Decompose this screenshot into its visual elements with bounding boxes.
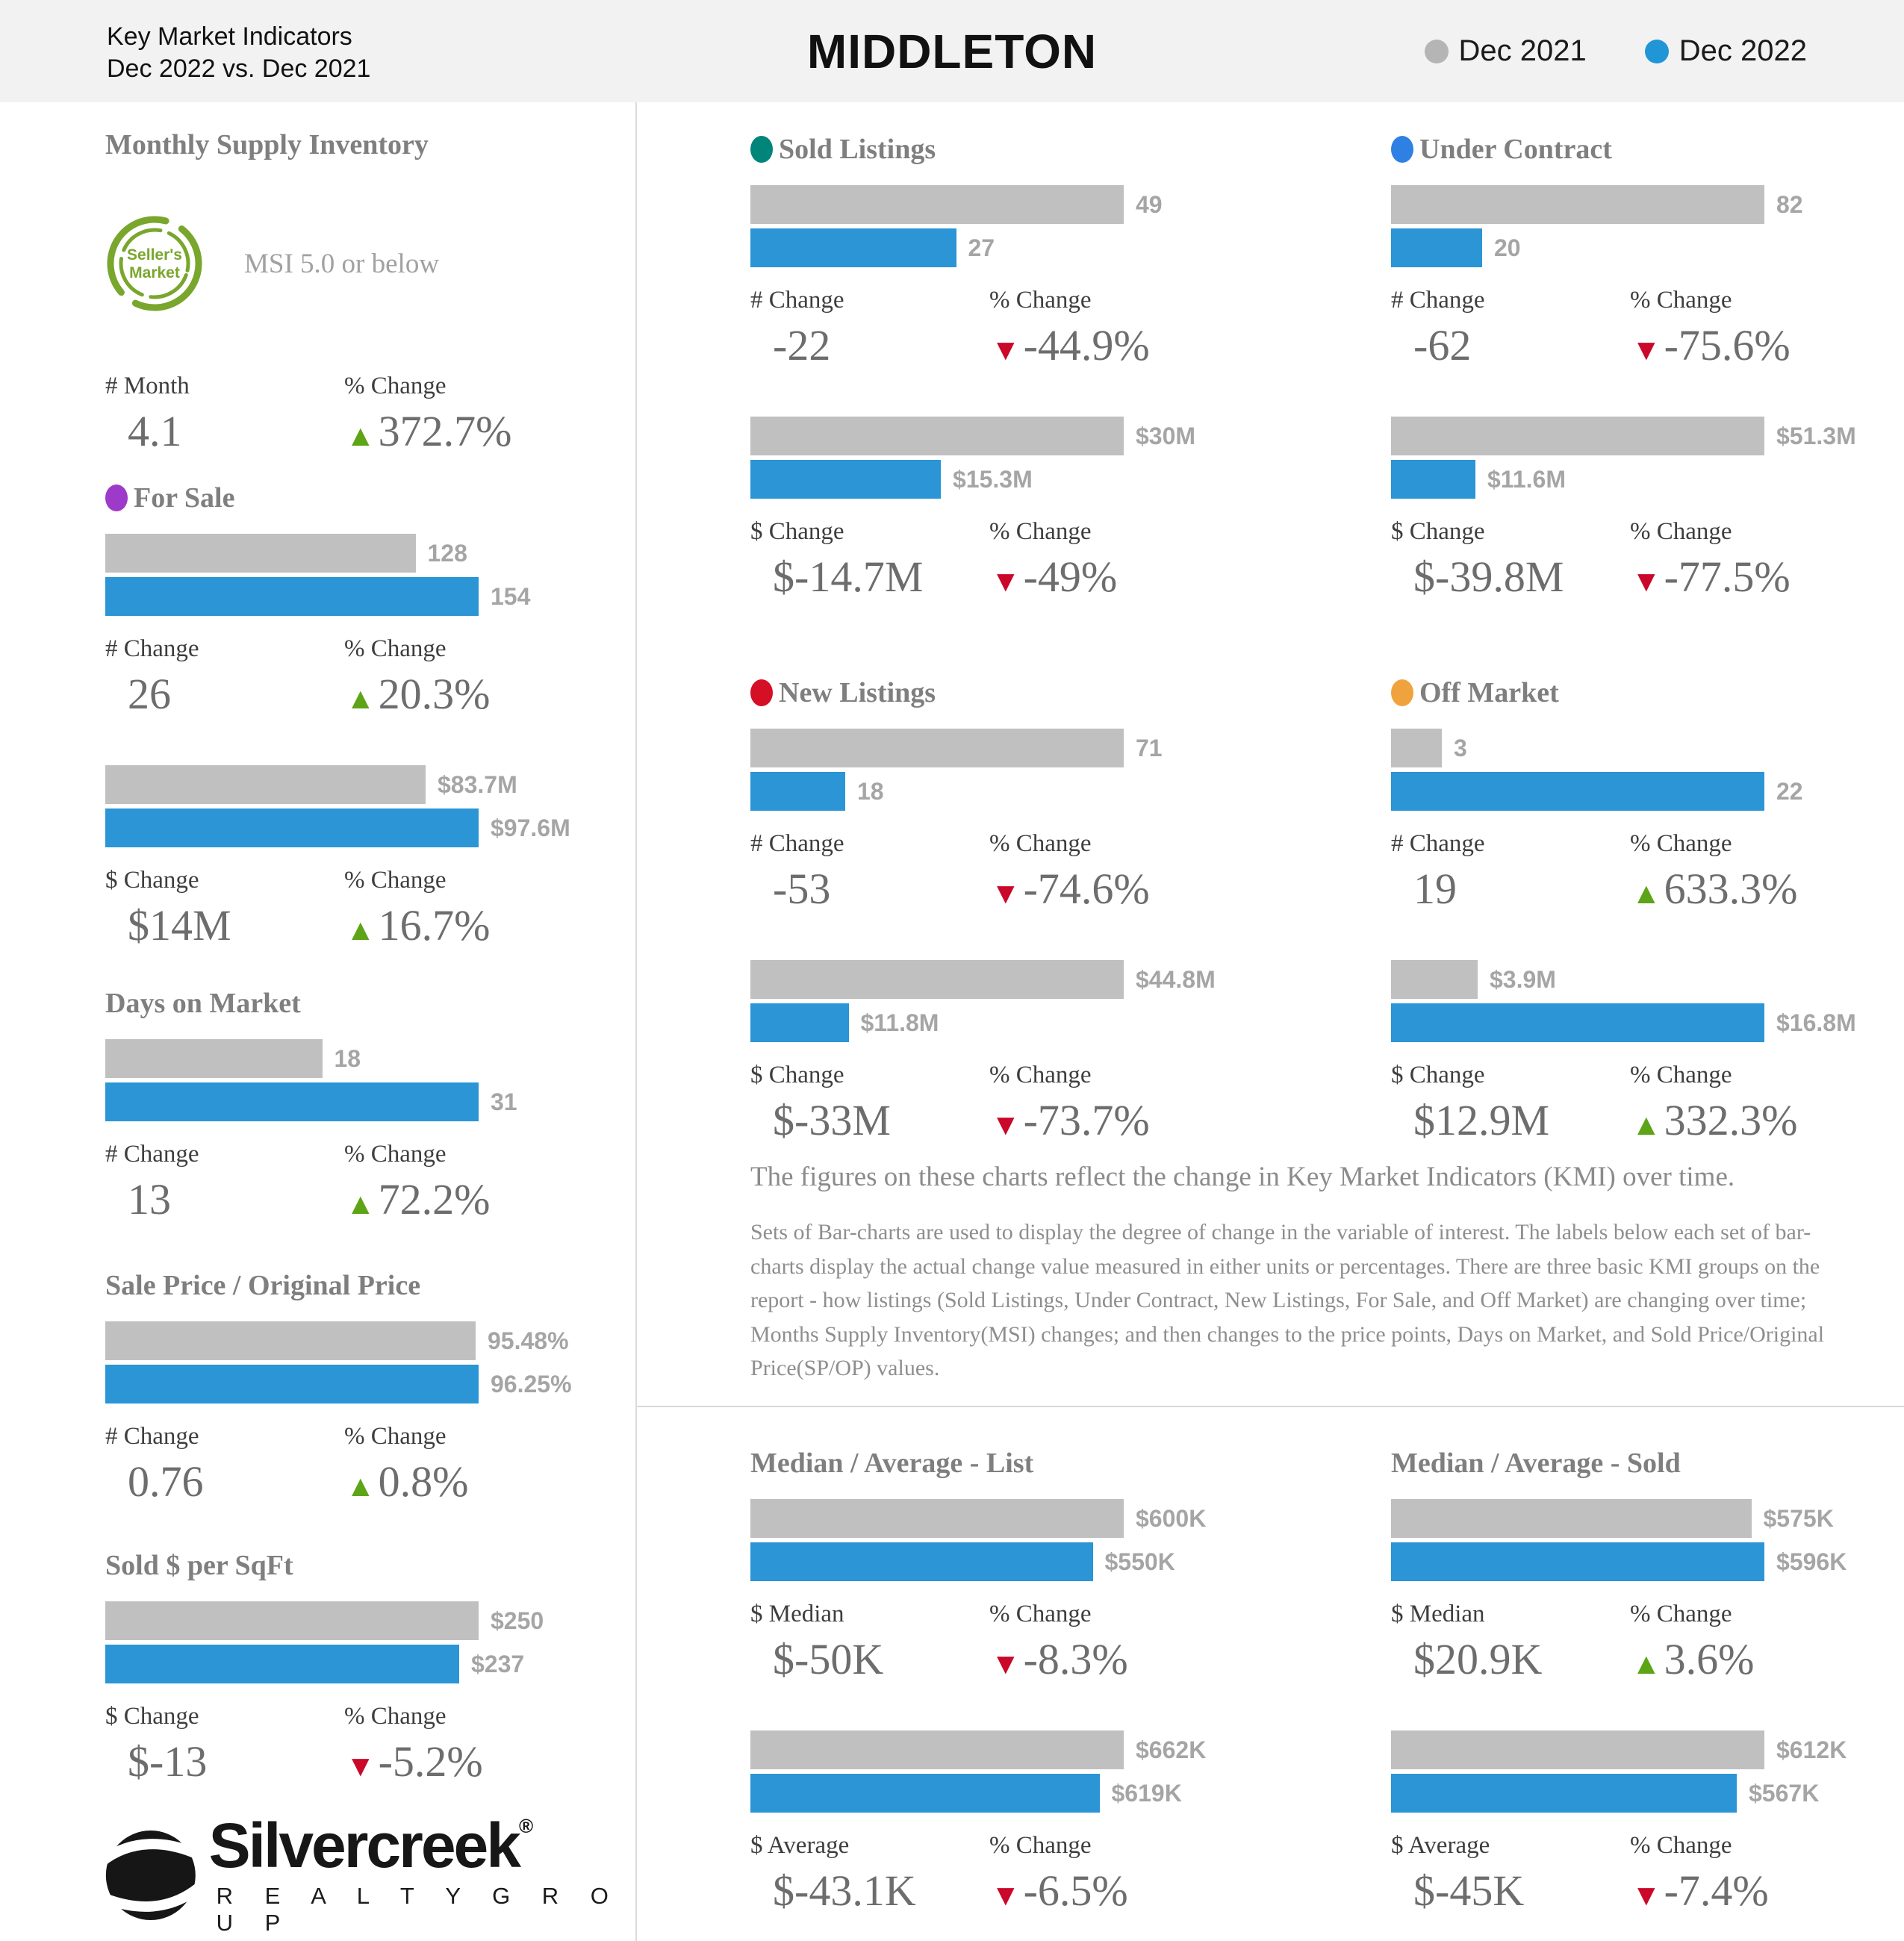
bar-dec2022: $596K (1391, 1542, 1764, 1581)
report-title-line1: Key Market Indicators (107, 22, 352, 51)
trend-triangle-icon: ▲ (346, 1187, 376, 1221)
msi-month-stat (105, 373, 344, 456)
trend-triangle-icon: ▼ (1631, 564, 1661, 598)
svg-text:Seller's: Seller's (127, 246, 182, 264)
msi-badge-row (105, 214, 439, 313)
trend-triangle-icon: ▼ (991, 1647, 1021, 1680)
bar-dec2022: 31 (105, 1082, 479, 1121)
new-listings-dot-icon (750, 679, 773, 706)
trend-triangle-icon: ▼ (346, 1749, 376, 1783)
bar-dec2021-dollars: $30M (750, 417, 1124, 455)
trend-triangle-icon: ▼ (991, 333, 1021, 367)
bar-dec2021: 82 (1391, 185, 1764, 224)
bar-dec2021: 95.48% (105, 1321, 479, 1360)
change-stats: # Change 19 % Change ▲633.3% (1391, 830, 1798, 913)
logo-subtitle: R E A L T Y G R O U P (216, 1883, 621, 1936)
for-sale-dot-icon (105, 485, 128, 511)
bar-dec2022: 154 (105, 577, 479, 616)
section-title: Sold Listings (750, 133, 1273, 166)
sold-listings-dot-icon (750, 136, 773, 163)
change-stats: # Change -22 % Change ▼-44.9% (750, 287, 1150, 370)
change-stats: $ Change $14M % Change ▲16.7% (105, 867, 491, 950)
report-header (0, 0, 1904, 102)
silvercreek-globe-icon (103, 1819, 199, 1932)
legend-item-dec-2022 (1645, 34, 1807, 68)
report-title (107, 21, 370, 84)
change-stats: $ Change $12.9M % Change ▲332.3% (1391, 1062, 1798, 1144)
under-contract-dot-icon (1391, 136, 1413, 163)
change-stats: $ Average $-43.1K % Change ▼-6.5% (750, 1832, 1128, 1915)
change-stats: $ Change $-14.7M % Change ▼-49% (750, 518, 1118, 601)
report-title-line2: Dec 2022 vs. Dec 2021 (107, 54, 371, 83)
bar-dec2022: 27 (750, 228, 1124, 267)
bar-dec2022: $550K (750, 1542, 1124, 1581)
section-title: Under Contract (1391, 133, 1904, 166)
trend-triangle-icon: ▲ (1631, 1108, 1661, 1141)
trend-triangle-icon: ▼ (1631, 333, 1661, 367)
change-stats: $ Change $-39.8M % Change ▼-77.5% (1391, 518, 1791, 601)
section-title: Off Market (1391, 676, 1904, 709)
section-title: For Sale (105, 482, 628, 514)
bar-dec2022-average: $567K (1391, 1774, 1764, 1813)
bar-dec2021: 128 (105, 534, 479, 573)
bar-dec2021-average: $662K (750, 1730, 1124, 1769)
bar-dec2021: 71 (750, 729, 1124, 767)
section-under-contract (1391, 133, 1904, 602)
bar-dec2021-dollars: $51.3M (1391, 417, 1764, 455)
silvercreek-logo (103, 1810, 635, 1937)
main-panel (637, 102, 1904, 1941)
bar-dec2022-dollars: $97.6M (105, 809, 479, 847)
svg-text:Market: Market (129, 264, 180, 281)
trend-triangle-icon: ▲ (1631, 876, 1661, 910)
section-title: New Listings (750, 676, 1273, 709)
trend-triangle-icon: ▼ (991, 876, 1021, 910)
bar-dec2021: 18 (105, 1039, 479, 1078)
bar-dec2021-dollars: $83.7M (105, 765, 479, 804)
section-sold-per-sqft (105, 1549, 628, 1786)
bar-dec2022-average: $619K (750, 1774, 1124, 1813)
change-stats: # Change 0.76 % Change ▲0.8% (105, 1423, 469, 1506)
change-stats: $ Change $-33M % Change ▼-73.7% (750, 1062, 1150, 1144)
legend (1425, 34, 1807, 68)
bar-dec2021-dollars: $44.8M (750, 960, 1124, 999)
explanatory-note (750, 1161, 1848, 1386)
change-stats: $ Average $-45K % Change ▼-7.4% (1391, 1832, 1769, 1915)
bar-dec2022-dollars: $15.3M (750, 460, 1124, 499)
bar-dec2021: $250 (105, 1601, 479, 1640)
stat-label: # Month (105, 373, 190, 399)
stat-value: 4.1 (128, 407, 182, 455)
msi-threshold-note: MSI 5.0 or below (244, 248, 440, 279)
bar-dec2022: 18 (750, 772, 1124, 811)
trend-triangle-icon: ▲ (346, 913, 376, 947)
change-stats: # Change 13 % Change ▲72.2% (105, 1141, 491, 1224)
bar-dec2022-dollars: $11.6M (1391, 460, 1764, 499)
bar-dec2021-average: $612K (1391, 1730, 1764, 1769)
bar-dec2021: 3 (1391, 729, 1764, 767)
logo-text (208, 1810, 635, 1937)
trend-triangle-icon: ▼ (991, 1878, 1021, 1912)
sellers-market-badge-icon (105, 214, 204, 313)
change-stats: # Change -62 % Change ▼-75.6% (1391, 287, 1791, 370)
section-sold-listings (750, 133, 1273, 602)
section-new-listings (750, 676, 1273, 1145)
sidebar (0, 102, 637, 1941)
section-days-on-market (105, 987, 628, 1224)
market-title: MIDDLETON (806, 25, 1098, 78)
trend-triangle-icon: ▼ (1631, 1878, 1661, 1912)
bar-dec2022: 20 (1391, 228, 1764, 267)
bar-dec2022: 22 (1391, 772, 1764, 811)
stat-label: % Change (344, 373, 447, 399)
msi-heading: Monthly Supply Inventory (105, 129, 429, 161)
section-for-sale (105, 482, 628, 950)
change-stats: # Change -53 % Change ▼-74.6% (750, 830, 1150, 913)
trend-triangle-icon: ▼ (991, 1108, 1021, 1141)
trend-triangle-icon: ▲ (346, 682, 376, 715)
section-title: Sold $ per SqFt (105, 1550, 293, 1581)
change-stats: # Change 26 % Change ▲20.3% (105, 635, 491, 718)
legend-item-dec-2021 (1425, 34, 1587, 68)
section-median-average-sold (1391, 1447, 1904, 1916)
section-title: Sale Price / Original Price (105, 1270, 421, 1301)
note-body: Sets of Bar-charts are used to display the degree of change in the variable of interest. The labels below each set of bar-charts display the actual change value measured in either units or percentages. There are three basic KMI groups on the report - how listings (Sold Listings, Under Contract, New Listings, For Sale, and Off Market) are changing over time; Months Supply Inventory(MSI) changes; and then changes to the price points, Days on Market, and Sold Price/Original Price(SP/OP) values. (750, 1220, 1825, 1381)
section-sale-price-original-price (105, 1269, 628, 1507)
bar-dec2022: $237 (105, 1645, 479, 1683)
registered-mark-icon: ® (519, 1815, 534, 1837)
change-stats: $ Median $20.9K % Change ▲3.6% (1391, 1601, 1755, 1683)
section-title: Median / Average - List (750, 1448, 1034, 1479)
stat-value: ▲372.7% (346, 407, 512, 455)
trend-triangle-icon: ▲ (346, 419, 376, 452)
legend-dot-gray-icon (1425, 40, 1449, 63)
bar-dec2021: $575K (1391, 1499, 1764, 1538)
horizontal-divider (637, 1406, 1904, 1407)
trend-triangle-icon: ▲ (1631, 1647, 1661, 1680)
section-title: Median / Average - Sold (1391, 1448, 1681, 1479)
bar-dec2021-dollars: $3.9M (1391, 960, 1764, 999)
bar-dec2021: $600K (750, 1499, 1124, 1538)
bar-dec2022-dollars: $16.8M (1391, 1003, 1764, 1042)
msi-pct-change-stat (344, 373, 583, 456)
legend-dot-blue-icon (1645, 40, 1669, 63)
section-title: Days on Market (105, 988, 301, 1019)
bar-dec2022: 96.25% (105, 1365, 479, 1403)
legend-label: Dec 2022 (1679, 34, 1807, 67)
trend-triangle-icon: ▲ (346, 1469, 376, 1503)
change-stats: $ Median $-50K % Change ▼-8.3% (750, 1601, 1128, 1683)
trend-triangle-icon: ▼ (991, 564, 1021, 598)
msi-stats (105, 373, 583, 456)
section-median-average-list (750, 1447, 1273, 1916)
off-market-dot-icon (1391, 679, 1413, 706)
bar-dec2021: 49 (750, 185, 1124, 224)
change-stats: $ Change $-13 % Change ▼-5.2% (105, 1703, 483, 1786)
section-off-market (1391, 676, 1904, 1145)
legend-label: Dec 2021 (1458, 34, 1587, 67)
logo-brand: Silvercreek® (208, 1810, 534, 1881)
bar-dec2022-dollars: $11.8M (750, 1003, 1124, 1042)
note-heading: The figures on these charts reflect the change in Key Market Indicators (KMI) over time. (750, 1162, 1735, 1192)
